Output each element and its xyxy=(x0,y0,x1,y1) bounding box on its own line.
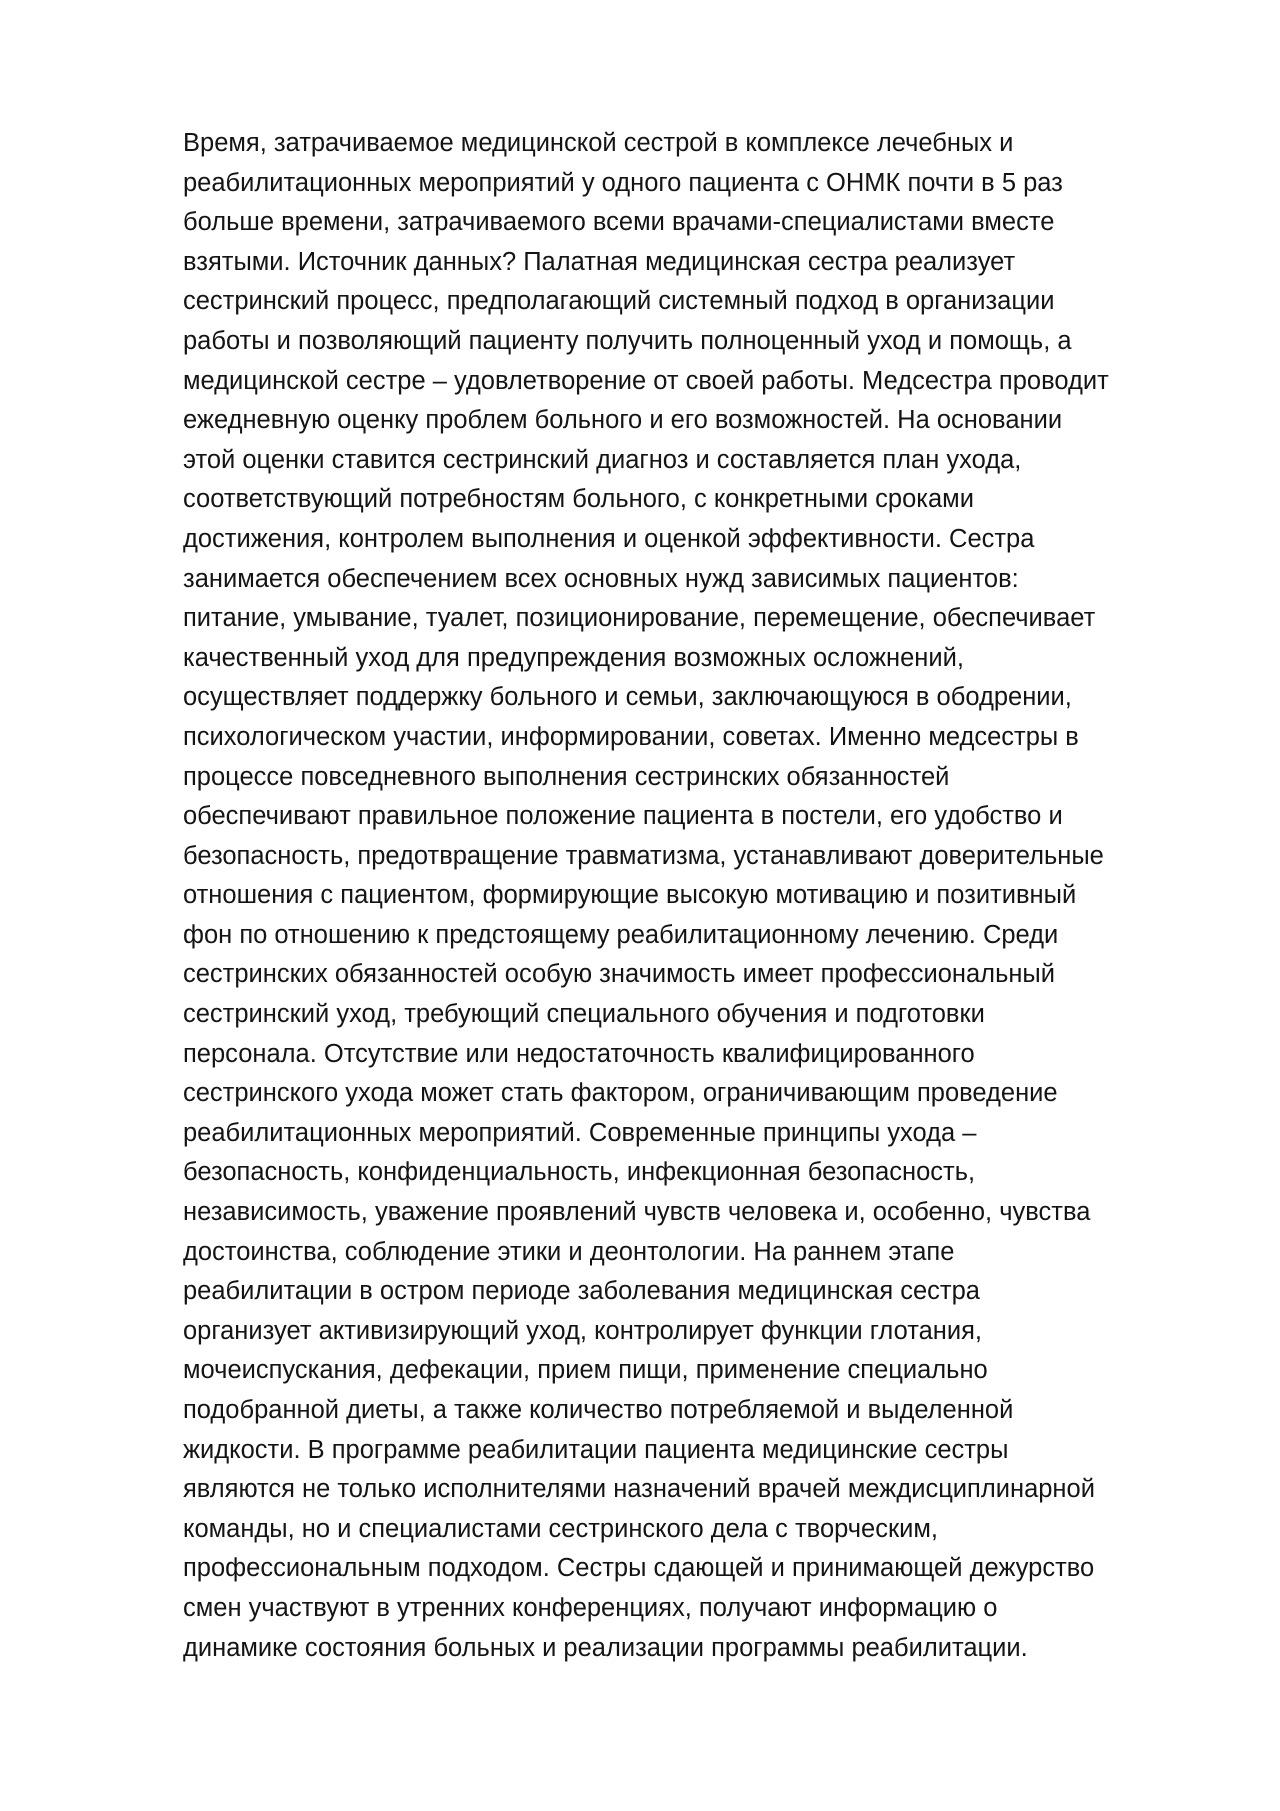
paragraph-line: сестринский уход, требующий специального обучения и подготовки xyxy=(183,1000,985,1029)
paragraph-line: сестринский процесс, предполагающий системный подход в организации xyxy=(183,287,1055,316)
paragraph-line: отношения с пациентом, формирующие высокую мотивацию и позитивный xyxy=(183,881,1077,910)
body-paragraph xyxy=(183,124,1203,1668)
paragraph-line: достижения, контролем выполнения и оценкой эффективности. Сестра xyxy=(183,524,1035,553)
paragraph-line: осуществляет поддержку больного и семьи, заключающуюся в ободрении, xyxy=(183,683,1072,712)
paragraph-line: достоинства, соблюдение этики и деонтологии. На раннем этапе xyxy=(183,1237,955,1266)
paragraph-line: реабилитационных мероприятий. Современные принципы ухода – xyxy=(183,1118,977,1147)
paragraph-line: являются не только исполнителями назначений врачей междисциплинарной xyxy=(183,1475,1095,1504)
paragraph-line: жидкости. В программе реабилитации пациента медицинские сестры xyxy=(183,1435,1009,1464)
paragraph-line: этой оценки ставится сестринский диагноз и составляется план ухода, xyxy=(183,445,1022,474)
paragraph-line: Время, затрачиваемое медицинской сестрой в комплексе лечебных и xyxy=(183,129,1014,157)
paragraph-line: питание, умывание, туалет, позиционирование, перемещение, обеспечивает xyxy=(183,604,1096,633)
paragraph-line: динамике состояния больных и реализации программы реабилитации. xyxy=(183,1633,1028,1662)
paragraph-line: взятыми. Источник данных? Палатная медицинская сестра реализует xyxy=(183,247,1016,276)
paragraph-line: ежедневную оценку проблем больного и его возможностей. На основании xyxy=(183,406,1063,435)
paragraph-line: процессе повседневного выполнения сестринских обязанностей xyxy=(183,762,950,791)
paragraph-line: занимается обеспечением всех основных нужд зависимых пациентов: xyxy=(183,564,1019,593)
paragraph-line: мочеиспускания, дефекации, прием пищи, применение специально xyxy=(183,1356,988,1385)
paragraph-line: медицинской сестре – удовлетворение от своей работы. Медсестра проводит xyxy=(183,366,1109,395)
paragraph-line: безопасность, предотвращение травматизма, устанавливают доверительные xyxy=(183,841,1104,870)
paragraph-line: сестринского ухода может стать фактором, ограничивающим проведение xyxy=(183,1079,1058,1108)
paragraph-line: качественный уход для предупреждения возможных осложнений, xyxy=(183,643,964,672)
paragraph-line: фон по отношению к предстоящему реабилитационному лечению. Среди xyxy=(183,920,1059,949)
paragraph-line: реабилитационных мероприятий у одного пациента с ОНМК почти в 5 раз xyxy=(183,168,1063,197)
paragraph-line: больше времени, затрачиваемого всеми врачами-специалистами вместе xyxy=(183,208,1055,237)
paragraph-line: персонала. Отсутствие или недостаточность квалифицированного xyxy=(183,1039,975,1068)
paragraph-line: профессиональным подходом. Сестры сдающей и принимающей дежурство xyxy=(183,1554,1095,1583)
paragraph-line: соответствующий потребностям больного, с конкретными сроками xyxy=(183,485,974,514)
paragraph-line: безопасность, конфиденциальность, инфекционная безопасность, xyxy=(183,1158,976,1187)
paragraph-line: независимость, уважение проявлений чувств человека и, особенно, чувства xyxy=(183,1198,1091,1227)
paragraph-line: работы и позволяющий пациенту получить полноценный уход и помощь, а xyxy=(183,326,1072,355)
paragraph-line: команды, но и специалистами сестринского дела с творческим, xyxy=(183,1514,938,1543)
paragraph-line: подобранной диеты, а также количество потребляемой и выделенной xyxy=(183,1396,1014,1424)
paragraph-line: психологическом участии, информировании, советах. Именно медсестры в xyxy=(183,722,1079,751)
paragraph-line: обеспечивают правильное положение пациента в постели, его удобство и xyxy=(183,802,1063,831)
paragraph-line: реабилитации в остром периоде заболевания медицинская сестра xyxy=(183,1277,980,1306)
paragraph-line: сестринских обязанностей особую значимость имеет профессиональный xyxy=(183,960,1056,989)
paragraph-line: организует активизирующий уход, контролирует функции глотания, xyxy=(183,1316,983,1345)
paragraph-line: смен участвуют в утренних конференциях, получают информацию о xyxy=(183,1593,998,1622)
